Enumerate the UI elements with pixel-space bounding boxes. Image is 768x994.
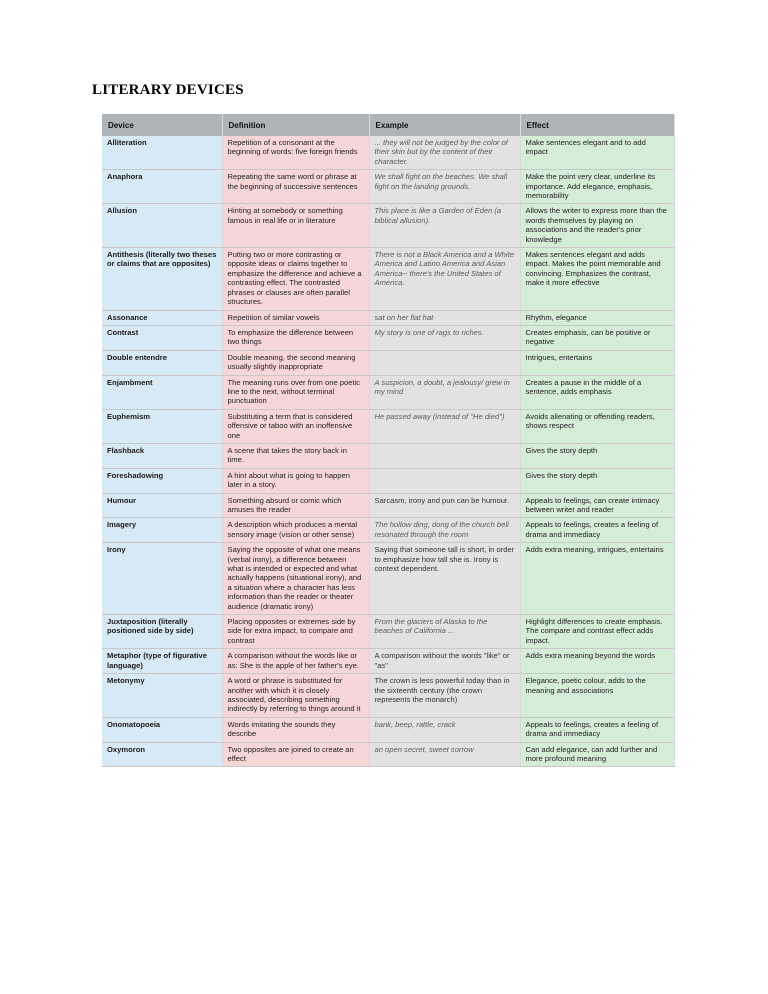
device-cell: Double entendre <box>102 350 222 375</box>
device-cell: Flashback <box>102 443 222 468</box>
table-row <box>102 518 674 543</box>
table-row <box>102 674 674 718</box>
example-cell <box>369 468 520 493</box>
device-cell: Assonance <box>102 310 222 325</box>
device-cell: Humour <box>102 493 222 518</box>
definition-cell: Putting two or more contrasting or opposite ideas or claims together to emphasize the difference and achieve a contrasting effect. The contrasted phrases or clauses are often parallel structures. <box>222 248 369 310</box>
example-cell: A comparison without the words "like" or "as" <box>369 649 520 674</box>
device-cell: Euphemism <box>102 409 222 443</box>
table-row <box>102 742 674 767</box>
example-cell: He passed away (instead of "He died") <box>369 409 520 443</box>
definition-cell: The meaning runs over from one poetic line to the next, without terminal punctuation <box>222 375 369 409</box>
device-cell: Enjambment <box>102 375 222 409</box>
definition-cell: Repetition of a consonant at the beginning of words: five foreign friends <box>222 136 369 170</box>
table-body <box>102 136 674 767</box>
device-cell: Irony <box>102 543 222 615</box>
table-row <box>102 493 674 518</box>
effect-cell: Adds extra meaning beyond the words <box>520 649 674 674</box>
table-row <box>102 136 674 170</box>
effect-cell: Appeals to feelings, creates a feeling of drama and immediacy <box>520 518 674 543</box>
example-cell: an open secret, sweet sorrow <box>369 742 520 767</box>
table-row <box>102 443 674 468</box>
example-cell <box>369 350 520 375</box>
effect-cell: Make the point very clear, underline its importance. Add elegance, emphasis, memorability <box>520 170 674 204</box>
table-row <box>102 204 674 248</box>
device-cell: Antithesis (literally two theses or claims that are opposites) <box>102 248 222 310</box>
example-cell: This place is like a Garden of Eden (a biblical allusion). <box>369 204 520 248</box>
device-cell: Onomatopoeia <box>102 717 222 742</box>
effect-cell: Avoids alienating or offending readers, shows respect <box>520 409 674 443</box>
definition-cell: A scene that takes the story back in time. <box>222 443 369 468</box>
example-cell: Saying that someone tall is short, in order to emphasize how tall she is. Irony is context dependent. <box>369 543 520 615</box>
literary-devices-table <box>102 114 675 767</box>
definition-cell: A word or phrase is substituted for another with which it is closely associated, describing something indirectly by referring to things around it <box>222 674 369 718</box>
device-cell: Imagery <box>102 518 222 543</box>
example-cell <box>369 443 520 468</box>
column-header-example: Example <box>369 114 520 136</box>
definition-cell: Hinting at somebody or something famous in real life or in literature <box>222 204 369 248</box>
column-header-device: Device <box>102 114 222 136</box>
device-cell: Contrast <box>102 325 222 350</box>
device-cell: Foreshadowing <box>102 468 222 493</box>
example-cell: ... they will not be judged by the color of their skin but by the content of their character. <box>369 136 520 170</box>
definition-cell: Substituting a term that is considered offensive or taboo with an inoffensive one <box>222 409 369 443</box>
effect-cell: Gives the story depth <box>520 468 674 493</box>
effect-cell: Creates a pause in the middle of a sentence, adds emphasis <box>520 375 674 409</box>
definition-cell: Double meaning, the second meaning usually slightly inappropriate <box>222 350 369 375</box>
device-cell: Metonymy <box>102 674 222 718</box>
table-row <box>102 325 674 350</box>
definition-cell: A description which produces a mental sensory image (vision or other sense) <box>222 518 369 543</box>
table-row <box>102 615 674 649</box>
effect-cell: Allows the writer to express more than the words themselves by playing on associations and the reader's prior knowledge <box>520 204 674 248</box>
effect-cell: Creates emphasis, can be positive or negative <box>520 325 674 350</box>
effect-cell: Appeals to feelings, creates a feeling of drama and immediacy <box>520 717 674 742</box>
table-row <box>102 649 674 674</box>
table-row <box>102 248 674 310</box>
table-header-row <box>102 114 674 136</box>
definition-cell: A hint about what is going to happen later in a story. <box>222 468 369 493</box>
table-row <box>102 543 674 615</box>
effect-cell: Can add elegance, can add further and more profound meaning <box>520 742 674 767</box>
effect-cell: Intrigues, entertains <box>520 350 674 375</box>
effect-cell: Makes sentences elegant and adds impact. Makes the point memorable and convincing. Emphasizes the contrast, make it more effective <box>520 248 674 310</box>
example-cell: The hollow ding, dong of the church bell resonated through the room <box>369 518 520 543</box>
example-cell: bank, beep, rattle, crack <box>369 717 520 742</box>
literary-devices-table-container <box>102 114 674 767</box>
definition-cell: Placing opposites or extremes side by side for extra impact, to compare and contrast <box>222 615 369 649</box>
example-cell: We shall fight on the beaches. We shall fight on the landing grounds. <box>369 170 520 204</box>
example-cell: sat on her flat hat <box>369 310 520 325</box>
definition-cell: Repetition of similar vowels <box>222 310 369 325</box>
table-row <box>102 468 674 493</box>
table-row <box>102 409 674 443</box>
definition-cell: Words imitating the sounds they describe <box>222 717 369 742</box>
device-cell: Juxtaposition (literally positioned side by side) <box>102 615 222 649</box>
device-cell: Allusion <box>102 204 222 248</box>
device-cell: Anaphora <box>102 170 222 204</box>
definition-cell: Repeating the same word or phrase at the beginning of successive sentences <box>222 170 369 204</box>
example-cell: My story is one of rags to riches. <box>369 325 520 350</box>
example-cell: A suspicion, a doubt, a jealousy/ grew in my mind <box>369 375 520 409</box>
definition-cell: A comparison without the words like or as: She is the apple of her father's eye. <box>222 649 369 674</box>
table-row <box>102 170 674 204</box>
effect-cell: Highlight differences to create emphasis. The compare and contrast effect adds impact. <box>520 615 674 649</box>
effect-cell: Make sentences elegant and to add impact <box>520 136 674 170</box>
column-header-effect: Effect <box>520 114 674 136</box>
page-title: LITERARY DEVICES <box>92 82 244 98</box>
definition-cell: To emphasize the difference between two things <box>222 325 369 350</box>
device-cell: Alliteration <box>102 136 222 170</box>
effect-cell: Elegance, poetic colour, adds to the meaning and associations <box>520 674 674 718</box>
example-cell: Sarcasm, irony and pun can be humour. <box>369 493 520 518</box>
definition-cell: Two opposites are joined to create an effect <box>222 742 369 767</box>
device-cell: Oxymoron <box>102 742 222 767</box>
definition-cell: Saying the opposite of what one means (verbal irony), a difference between what is intended or expected and what actually happens (situational irony), and a situation where a character has less information than the reader or theater audience (dramatic irony) <box>222 543 369 615</box>
example-cell: There is not a Black America and a White America and Latino America and Asian America-- there's the United States of America. <box>369 248 520 310</box>
effect-cell: Adds extra meaning, intrigues, entertains <box>520 543 674 615</box>
table-row <box>102 350 674 375</box>
table-row <box>102 717 674 742</box>
effect-cell: Gives the story depth <box>520 443 674 468</box>
example-cell: The crown is less powerful today than in the sixteenth century (the crown represents the monarch) <box>369 674 520 718</box>
device-cell: Metaphor (type of figurative language) <box>102 649 222 674</box>
definition-cell: Something absurd or comic which amuses the reader <box>222 493 369 518</box>
table-row <box>102 310 674 325</box>
effect-cell: Rhythm, elegance <box>520 310 674 325</box>
effect-cell: Appeals to feelings, can create intimacy between writer and reader <box>520 493 674 518</box>
example-cell: From the glaciers of Alaska to the beaches of California ... <box>369 615 520 649</box>
table-row <box>102 375 674 409</box>
column-header-definition: Definition <box>222 114 369 136</box>
